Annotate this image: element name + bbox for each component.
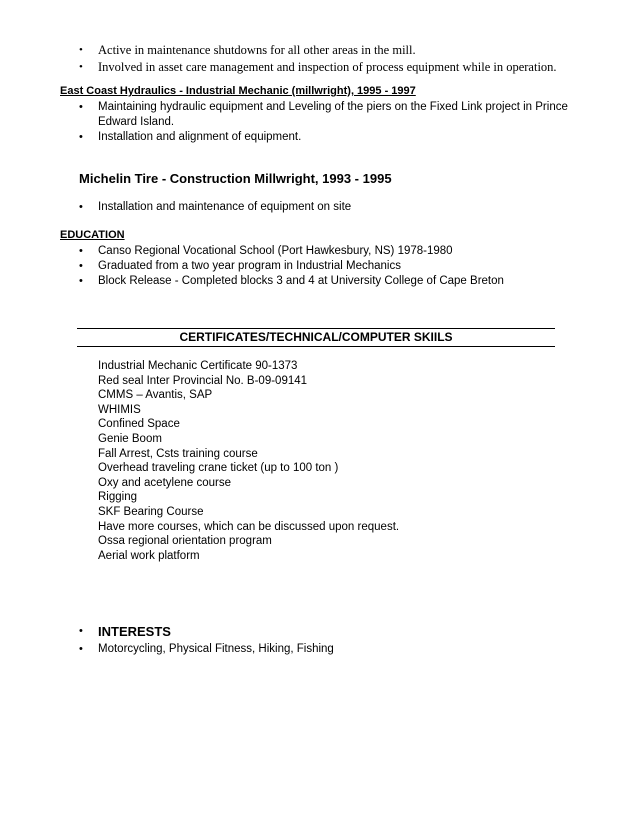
certificates-heading: CERTIFICATES/TECHNICAL/COMPUTER SKIILS	[77, 328, 555, 347]
list-item: Have more courses, which can be discussed upon request.	[98, 520, 400, 533]
list-item	[79, 642, 334, 657]
list-item: WHIMIS	[98, 403, 141, 416]
bullet-icon: •	[79, 61, 83, 73]
list-item: Oxy and acetylene course	[98, 476, 231, 489]
bullet-icon: •	[79, 275, 83, 287]
list-item: • Graduated from a two year program in Industrial Mechanics	[79, 260, 401, 272]
top-bullet-list	[79, 42, 557, 76]
bullet-icon: •	[79, 131, 83, 143]
list-item	[79, 623, 334, 642]
list-item: Overhead traveling crane ticket (up to 100 ton )	[98, 462, 339, 475]
list-item: Rigging	[98, 491, 137, 504]
bullet-icon: •	[79, 260, 83, 272]
bullet-icon: •	[79, 201, 83, 213]
list-item: CMMS – Avantis, SAP	[98, 389, 213, 402]
list-item: • Canso Regional Vocational School (Port Hawkesbury, NS) 1978-1980	[79, 245, 453, 257]
list-item: • Installation and maintenance of equipment on site	[79, 201, 352, 213]
bullet-icon: •	[79, 625, 83, 637]
bullet-icon: •	[79, 44, 83, 56]
list-item: • Installation and alignment of equipment.	[79, 131, 302, 143]
job-heading-michelin: Michelin Tire - Construction Millwright, 1993 - 1995	[79, 171, 392, 186]
list-item: SKF Bearing Course	[98, 505, 204, 518]
certificates-list	[98, 359, 399, 563]
list-item: Ossa regional orientation program	[98, 535, 272, 548]
bullet-icon: •	[79, 101, 83, 113]
interests-heading: INTERESTS	[98, 624, 171, 639]
list-item: Confined Space	[98, 418, 180, 431]
list-item: Aerial work platform	[98, 549, 200, 562]
list-item: Genie Boom	[98, 432, 162, 445]
east-coast-bullet-list	[79, 100, 568, 145]
bullet-icon: •	[79, 643, 83, 655]
list-item: • Active in maintenance shutdowns for all other areas in the mill.	[79, 43, 416, 57]
michelin-bullet-list	[79, 200, 352, 215]
list-item: Fall Arrest, Csts training course	[98, 447, 258, 460]
list-item: • Block Release - Completed blocks 3 and 4 at University College of Cape Breton	[79, 275, 504, 287]
interests-text: Motorcycling, Physical Fitness, Hiking, Fishing	[98, 643, 334, 655]
interests-list	[79, 623, 334, 657]
education-bullet-list	[79, 244, 504, 289]
list-item: • Maintaining hydraulic equipment and Leveling of the piers on the Fixed Link project in Prince Edward Island.	[79, 101, 568, 128]
bullet-icon: •	[79, 245, 83, 257]
list-item: Industrial Mechanic Certificate 90-1373	[98, 360, 298, 372]
list-item: Red seal Inter Provincial No. B-09-09141	[98, 374, 308, 387]
education-heading: EDUCATION	[60, 229, 125, 241]
job-heading-east-coast: East Coast Hydraulics - Industrial Mechanic (millwright), 1995 - 1997	[60, 85, 416, 97]
list-item: • Involved in asset care management and inspection of process equipment while in operation.	[79, 60, 557, 74]
